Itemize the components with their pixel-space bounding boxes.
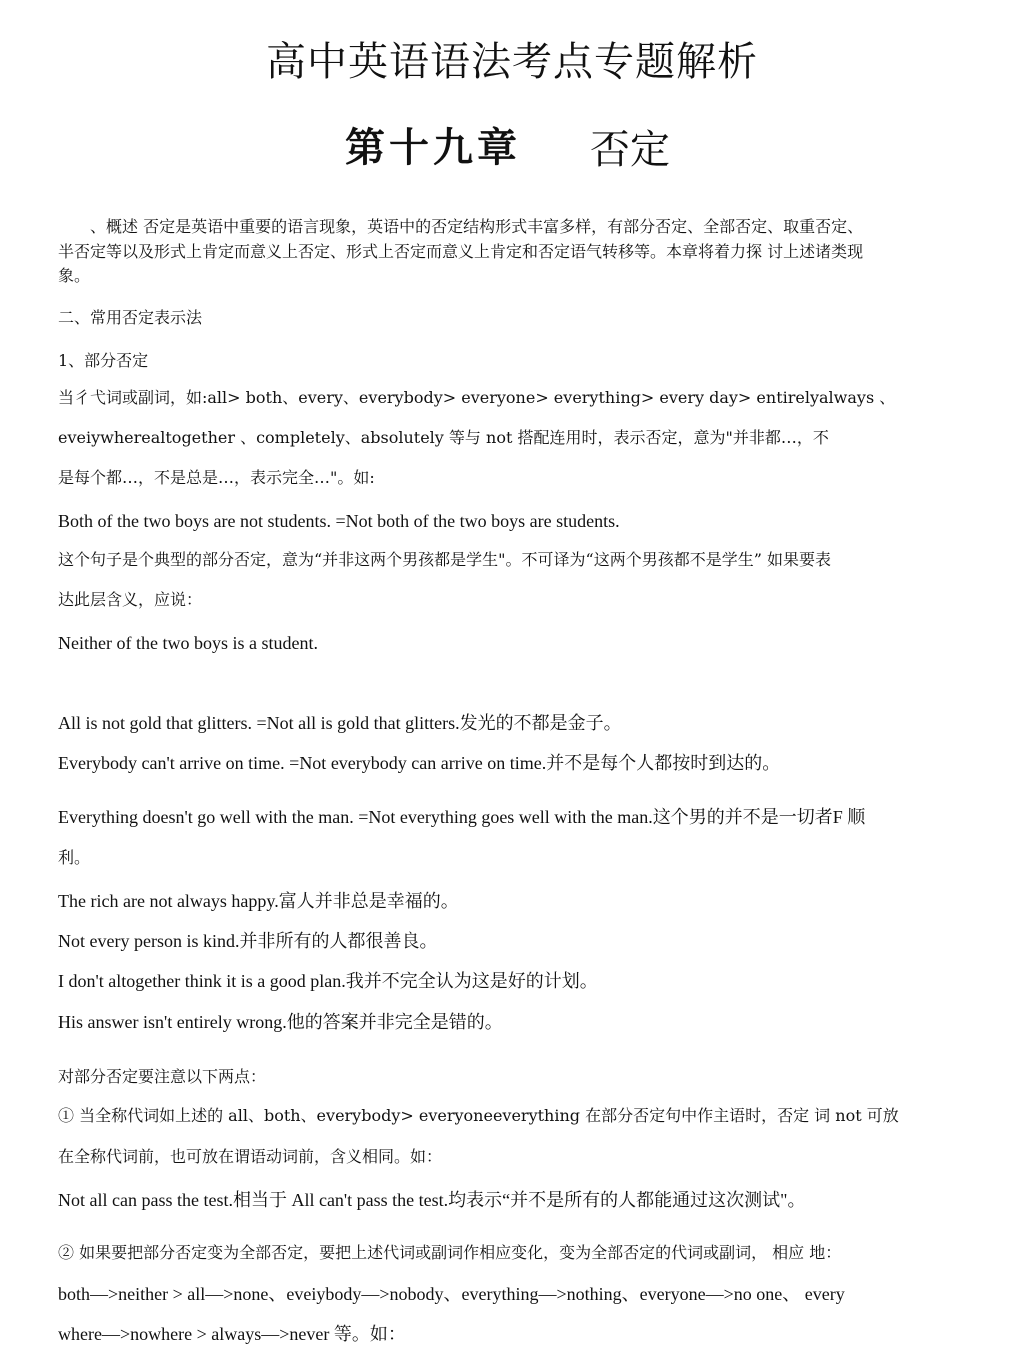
paragraph-line: eveiywherealtogether 、completely、absolutely 等与 not 搭配连用时，表示否定，意为"并非都…，不	[58, 428, 829, 447]
note-2-line-2: both—>neither > all—>none、eveiybody—>nobody、everything—>nothing、everyone—>no one、 every	[58, 1284, 845, 1304]
example-sentence: I don't altogether think it is a good plan.我并不完全认为这是好的计划。	[58, 971, 598, 991]
note-heading: 对部分否定要注意以下两点：	[58, 1067, 267, 1086]
overview-line-1: 、概述 否定是英语中重要的语言现象，英语中的否定结构形式丰富多样，有部分否定、全部否定、取重否定、	[90, 217, 864, 236]
note-1-line-1: ① 当全称代词如上述的 all、both、everybody> everyoneeverything 在部分否定句中作主语时，否定 词 not 可放	[58, 1106, 899, 1125]
paragraph-line: 当彳弋词或副词，如:all> both、every、everybody> everyone> everything> every day> entirelyalways 、	[58, 388, 896, 407]
example-sentence: Everything doesn't go well with the man. =Not everything goes well with the man.这个男的并不是一切者F 顺	[58, 807, 866, 827]
note-1-line-2: 在全称代词前，也可放在谓语动词前，含义相同。如：	[58, 1147, 443, 1166]
document-title: 高中英语语法考点专题解析	[266, 39, 758, 85]
example-sentence: His answer isn't entirely wrong.他的答案并非完全是错的。	[58, 1012, 503, 1032]
chapter-name: 否定	[590, 127, 670, 173]
example-sentence: Both of the two boys are not students. =Not both of the two boys are students.	[58, 511, 620, 531]
chapter-number: 第十九章	[345, 124, 521, 171]
note-2-line-3: where—>nowhere > always—>never 等。如：	[58, 1324, 406, 1344]
example-sentence: All is not gold that glitters. =Not all is gold that glitters.发光的不都是金子。	[58, 713, 622, 733]
example-sentence: Everybody can't arrive on time. =Not everybody can arrive on time.并不是每个人都按时到达的。	[58, 753, 781, 773]
example-sentence: Not every person is kind.并非所有的人都很善良。	[58, 931, 438, 951]
subsection-heading: 1、部分否定	[58, 351, 149, 370]
section-heading: 二、常用否定表示法	[58, 308, 203, 327]
example-sentence: Not all can pass the test.相当于 All can't pass the test.均表示“并不是所有的人都能通过这次测试"。	[58, 1190, 806, 1210]
paragraph-line: 达此层含义，应说：	[58, 590, 203, 609]
paragraph-line: 这个句子是个典型的部分否定，意为“并非这两个男孩都是学生"。不可译为“这两个男孩都不是学生” 如果要表	[58, 550, 831, 569]
paragraph-line: 是每个都…，不是总是…，表示完全…"。如:	[58, 468, 375, 487]
example-sentence: The rich are not always happy.富人并非总是幸福的。	[58, 891, 459, 911]
note-2-line-1: ② 如果要把部分否定变为全部否定，要把上述代词或副词作相应变化，变为全部否定的代词或副词， 相应 地：	[58, 1243, 842, 1262]
overview-line-3: 象。	[58, 266, 91, 285]
overview-line-2: 半否定等以及形式上肯定而意义上否定、形式上否定而意义上肯定和否定语气转移等。本章将着力探 讨上述诸类现	[58, 242, 864, 261]
example-sentence: 利。	[58, 848, 91, 867]
example-sentence: Neither of the two boys is a student.	[58, 633, 318, 653]
